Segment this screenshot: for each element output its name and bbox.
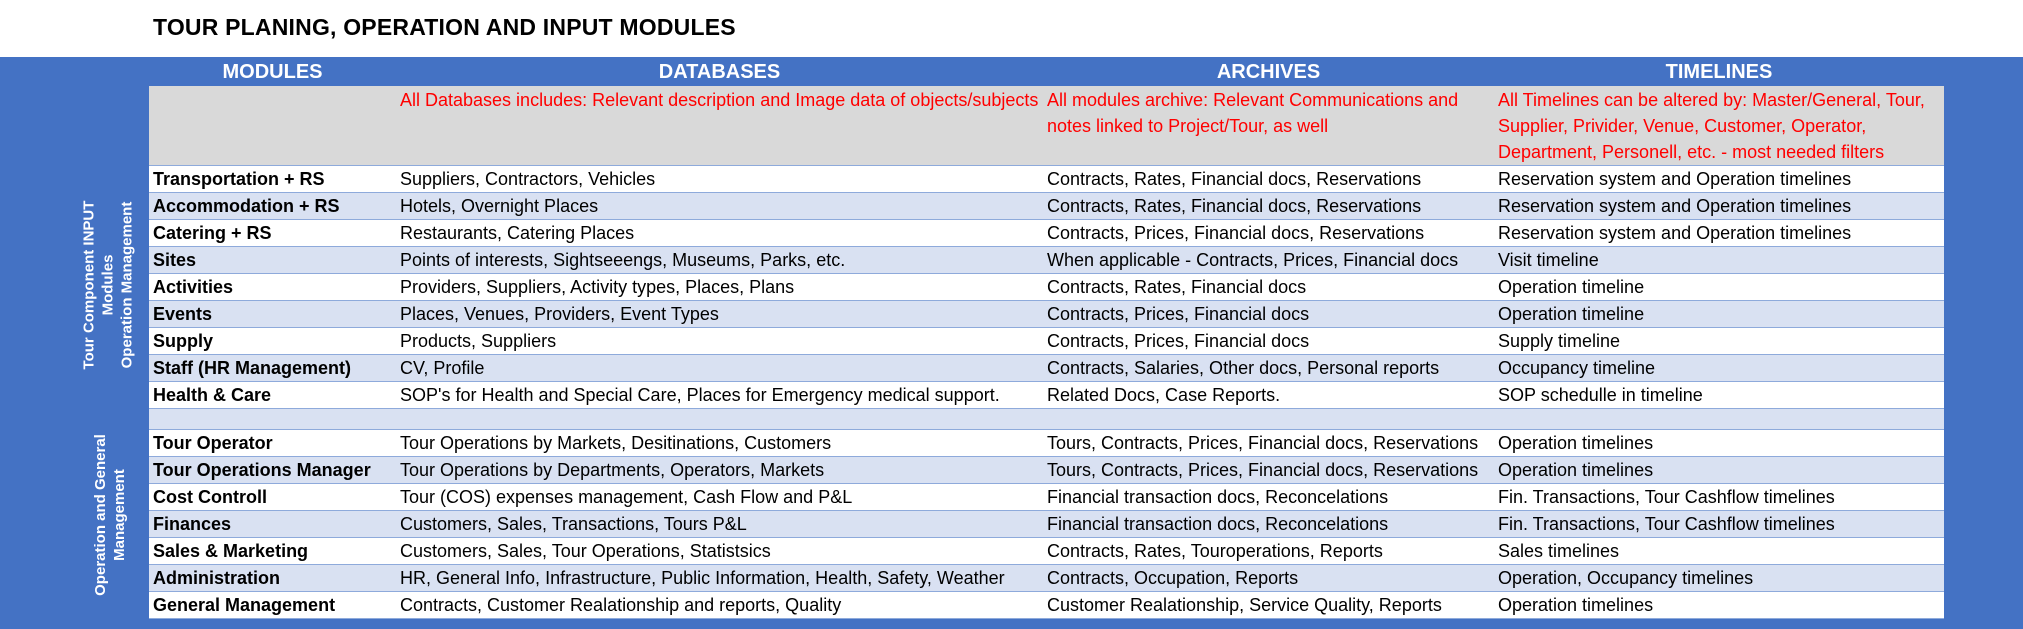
table-row — [149, 382, 1944, 409]
timeline-cell: Operation, Occupancy timelines — [1494, 565, 1944, 592]
timeline-cell: Supply timeline — [1494, 328, 1944, 355]
database-cell: HR, General Info, Infrastructure, Public Information, Health, Safety, Weather — [396, 565, 1043, 592]
timeline-cell: Visit timeline — [1494, 247, 1944, 274]
table-row — [149, 430, 1944, 457]
database-cell: Hotels, Overnight Places — [396, 193, 1043, 220]
spacer-cell — [149, 409, 396, 430]
table-row — [149, 301, 1944, 328]
side-group-management — [91, 434, 129, 596]
timeline-cell: Operation timelines — [1494, 430, 1944, 457]
module-cell: Cost Controll — [149, 484, 396, 511]
side-group-management-line: Management — [111, 469, 128, 561]
spacer-cell — [396, 409, 1043, 430]
module-cell: Administration — [149, 565, 396, 592]
table-row — [149, 274, 1944, 301]
module-cell: Transportation + RS — [149, 166, 396, 193]
archive-cell: Contracts, Salaries, Other docs, Personal reports — [1043, 355, 1494, 382]
note-archives: All modules archive: Relevant Communications and notes linked to Project/Tour, as well — [1043, 86, 1494, 166]
module-cell: Staff (HR Management) — [149, 355, 396, 382]
timeline-cell: Fin. Transactions, Tour Cashflow timelines — [1494, 484, 1944, 511]
archive-cell: Related Docs, Case Reports. — [1043, 382, 1494, 409]
archive-cell: Contracts, Prices, Financial docs — [1043, 328, 1494, 355]
archive-cell: Tours, Contracts, Prices, Financial docs, Reservations — [1043, 457, 1494, 484]
timeline-cell: Operation timeline — [1494, 274, 1944, 301]
module-cell: Catering + RS — [149, 220, 396, 247]
archive-cell: Tours, Contracts, Prices, Financial docs, Reservations — [1043, 430, 1494, 457]
database-cell: Providers, Suppliers, Activity types, Places, Plans — [396, 274, 1043, 301]
module-cell: Activities — [149, 274, 396, 301]
column-header-modules: MODULES — [149, 58, 396, 86]
archive-cell: When applicable - Contracts, Prices, Financial docs — [1043, 247, 1494, 274]
module-cell: Supply — [149, 328, 396, 355]
archive-cell: Financial transaction docs, Reconcelations — [1043, 511, 1494, 538]
timeline-cell: Reservation system and Operation timelines — [1494, 220, 1944, 247]
timeline-cell: Sales timelines — [1494, 538, 1944, 565]
database-cell: Points of interests, Sightseeengs, Museums, Parks, etc. — [396, 247, 1043, 274]
table-row — [149, 355, 1944, 382]
database-cell: SOP's for Health and Special Care, Places for Emergency medical support. — [396, 382, 1043, 409]
side-group-input-line: Tour Component INPUT — [80, 200, 98, 370]
table-row — [149, 328, 1944, 355]
module-cell: Accommodation + RS — [149, 193, 396, 220]
column-header-databases: DATABASES — [396, 58, 1043, 86]
side-group-input — [80, 201, 137, 370]
side-group-input-line: Modules — [99, 254, 117, 316]
spacer-cell — [1043, 409, 1494, 430]
timeline-cell: SOP schedulle in timeline — [1494, 382, 1944, 409]
table-row — [149, 484, 1944, 511]
note-databases: All Databases includes: Relevant description and Image data of objects/subjects — [396, 86, 1043, 166]
table-row — [149, 247, 1944, 274]
module-cell: Sites — [149, 247, 396, 274]
spacer-cell — [1494, 409, 1944, 430]
archive-cell: Contracts, Rates, Financial docs, Reservations — [1043, 193, 1494, 220]
timeline-cell: Operation timeline — [1494, 301, 1944, 328]
table-row — [149, 193, 1944, 220]
database-cell: Places, Venues, Providers, Event Types — [396, 301, 1043, 328]
archive-cell: Contracts, Occupation, Reports — [1043, 565, 1494, 592]
table-row — [149, 457, 1944, 484]
table-row — [149, 166, 1944, 193]
header-row — [149, 58, 1944, 86]
column-header-timelines: TIMELINES — [1494, 58, 1944, 86]
spacer-row — [149, 409, 1944, 430]
timeline-cell: Reservation system and Operation timelines — [1494, 166, 1944, 193]
module-cell: Tour Operator — [149, 430, 396, 457]
archive-cell: Contracts, Rates, Financial docs — [1043, 274, 1494, 301]
archive-cell: Contracts, Rates, Touroperations, Reports — [1043, 538, 1494, 565]
database-cell: Contracts, Customer Realationship and reports, Quality — [396, 592, 1043, 619]
timeline-cell: Fin. Transactions, Tour Cashflow timelines — [1494, 511, 1944, 538]
database-cell: Tour Operations by Departments, Operators, Markets — [396, 457, 1043, 484]
timeline-cell: Operation timelines — [1494, 592, 1944, 619]
module-cell: General Management — [149, 592, 396, 619]
side-group-input-line: Operation Management — [118, 201, 136, 369]
timeline-cell: Occupancy timeline — [1494, 355, 1944, 382]
timeline-cell: Reservation system and Operation timelines — [1494, 193, 1944, 220]
title-bar — [0, 0, 2023, 57]
table-row — [149, 511, 1944, 538]
archive-cell: Financial transaction docs, Reconcelations — [1043, 484, 1494, 511]
page-title: TOUR PLANING, OPERATION AND INPUT MODULES — [153, 14, 736, 40]
table-row — [149, 565, 1944, 592]
column-header-archives: ARCHIVES — [1043, 58, 1494, 86]
archive-cell: Customer Realationship, Service Quality, Reports — [1043, 592, 1494, 619]
archive-cell: Contracts, Prices, Financial docs, Reservations — [1043, 220, 1494, 247]
table-row — [149, 220, 1944, 247]
module-cell: Finances — [149, 511, 396, 538]
archive-cell: Contracts, Rates, Financial docs, Reservations — [1043, 166, 1494, 193]
timeline-cell: Operation timelines — [1494, 457, 1944, 484]
note-timelines: All Timelines can be altered by: Master/General, Tour, Supplier, Privider, Venue, Customer, Operator, Department, Personell, etc. - most needed filters — [1494, 86, 1944, 166]
module-cell: Tour Operations Manager — [149, 457, 396, 484]
table-row — [149, 538, 1944, 565]
archive-cell: Contracts, Prices, Financial docs — [1043, 301, 1494, 328]
modules-table — [149, 58, 1944, 619]
note-modules — [149, 86, 396, 166]
side-group-management-line: Operation and General — [92, 434, 109, 596]
database-cell: Customers, Sales, Transactions, Tours P&L — [396, 511, 1043, 538]
database-cell: Tour Operations by Markets, Desitinations, Customers — [396, 430, 1043, 457]
database-cell: Customers, Sales, Tour Operations, Statistsics — [396, 538, 1043, 565]
module-cell: Health & Care — [149, 382, 396, 409]
database-cell: Products, Suppliers — [396, 328, 1043, 355]
database-cell: Suppliers, Contractors, Vehicles — [396, 166, 1043, 193]
database-cell: Restaurants, Catering Places — [396, 220, 1043, 247]
module-cell: Sales & Marketing — [149, 538, 396, 565]
database-cell: Tour (COS) expenses management, Cash Flow and P&L — [396, 484, 1043, 511]
database-cell: CV, Profile — [396, 355, 1043, 382]
module-cell: Events — [149, 301, 396, 328]
table-row — [149, 592, 1944, 619]
note-row — [149, 86, 1944, 166]
